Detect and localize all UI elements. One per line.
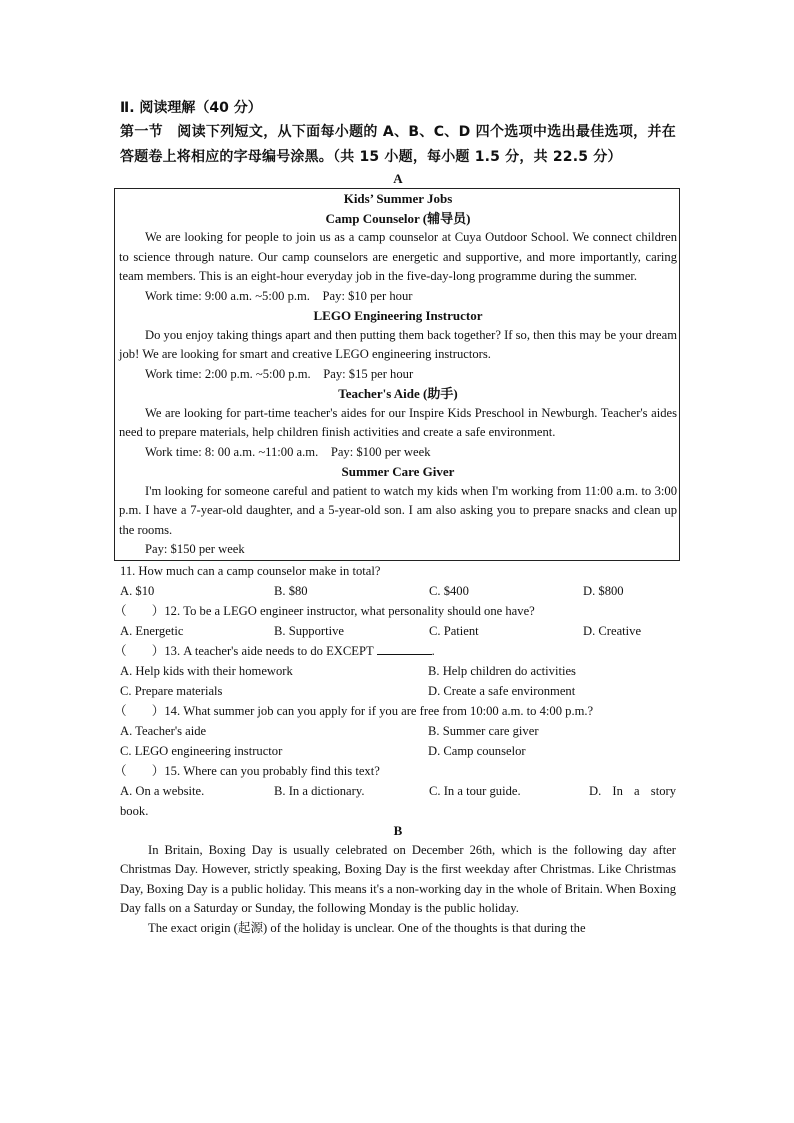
option-c[interactable]: C. Prepare materials [120, 683, 223, 698]
section-instruction: 第一节 阅读下列短文，从下面每小题的 A、B、C、D 四个选项中选出最佳选项，并在答题卷上将相应的字母编号涂黑。（共 15 小题，每小题 1.5 分，共 22.5 分） [120, 124, 676, 165]
passage-a-box [114, 188, 680, 561]
option-b[interactable]: B. In a dictionary. [274, 783, 365, 798]
job-title: LEGO Engineering Instructor [313, 308, 483, 323]
option-d-continued: book. [120, 803, 149, 818]
option-a[interactable]: A. $10 [120, 583, 155, 598]
job-description: I'm looking for someone careful and patient to watch my kids when I'm working from 11:00 a.m. to 3:00 p.m. I have a 7-year-old daughter, and a 5-year-old son. I am also asking you to prepare snacks and clean up the rooms. [119, 483, 677, 537]
passage-b-paragraph: In Britain, Boxing Day is usually celebrated on December 26th, which is the following day after Christmas Day. However, strictly speaking, Boxing Day is the first weekday after Christmas. Like Christmas Day, Boxing Day is a public holiday. This means it's a non-working day in the whole of Britain. When Boxing Day falls on a Saturday or Sunday, the following Monday is the public holiday. [120, 842, 676, 916]
exam-page [114, 96, 677, 938]
question-stem: （ ）15. Where can you probably find this text? [114, 763, 380, 778]
option-b[interactable]: B. Summer care giver [428, 723, 539, 738]
job-lego-instructor [119, 306, 677, 384]
question-15 [114, 761, 676, 821]
job-summer-care-giver [119, 462, 677, 560]
option-c[interactable]: C. $400 [429, 583, 469, 598]
question-12 [114, 601, 676, 641]
job-details: Work time: 9:00 a.m. ~5:00 p.m. Pay: $10 per hour [145, 288, 413, 303]
job-description: Do you enjoy taking things apart and then putting them back together? If so, then this may be your dream job! We are looking for smart and creative LEGO engineering instructors. [119, 327, 677, 361]
option-b[interactable]: B. $80 [274, 583, 308, 598]
question-14 [114, 701, 676, 761]
question-stem: （ ）12. To be a LEGO engineer instructor, what personality should one have? [114, 603, 535, 618]
option-c[interactable]: C. LEGO engineering instructor [120, 743, 283, 758]
question-options [120, 721, 676, 761]
job-description: We are looking for part-time teacher's aides for our Inspire Kids Preschool in Newburgh. Teacher's aides need to prepare materials, help children finish activities and create a safe environment. [119, 405, 677, 439]
question-stem: 11. How much can a camp counselor make in total? [120, 563, 381, 578]
option-d[interactable]: D. Creative [583, 623, 642, 638]
job-title: Camp Counselor (辅导员) [325, 210, 471, 226]
section-title: Ⅱ. 阅读理解（40 分） [120, 100, 262, 116]
option-d[interactable]: D. $800 [583, 583, 624, 598]
passage-b-paragraph: The exact origin (起源) of the holiday is unclear. One of the thoughts is that during the [148, 920, 586, 935]
option-c[interactable]: C. In a tour guide. [429, 783, 521, 798]
option-d[interactable]: D. In a story [589, 783, 676, 798]
question-stem-line [114, 641, 676, 661]
question-options [120, 661, 676, 701]
job-details: Work time: 8: 00 a.m. ~11:00 a.m. Pay: $100 per week [145, 444, 431, 459]
option-a[interactable]: A. On a website. [120, 783, 205, 798]
question-options [120, 781, 676, 801]
question-stem: （ ）13. A teacher's aide needs to do EXCEPT [114, 643, 374, 658]
job-description: We are looking for people to join us as a camp counselor at Cuya Outdoor School. We connect children to science through nature. Our camp counselors are energetic and supportive, and more importantly, caring team members. This is an eight-hour everyday job in the five-day-long programme during the summer. [119, 230, 677, 283]
option-a[interactable]: A. Help kids with their homework [120, 663, 293, 678]
job-teachers-aide [119, 384, 677, 462]
passage-a-label: A [393, 171, 403, 186]
job-camp-counselor [119, 209, 677, 307]
option-c[interactable]: C. Patient [429, 623, 479, 638]
passage-b-label: B [393, 822, 403, 838]
job-details: Pay: $150 per week [145, 542, 245, 556]
passage-b [120, 841, 676, 939]
question-11 [120, 561, 676, 601]
passage-a-title: Kids’ Summer Jobs [343, 191, 453, 206]
option-b[interactable]: B. Help children do activities [428, 663, 576, 678]
question-13 [114, 641, 676, 701]
question-options [120, 621, 676, 641]
question-options [120, 581, 676, 601]
answer-blank [377, 642, 432, 655]
option-a[interactable]: A. Teacher's aide [120, 723, 207, 738]
option-d[interactable]: D. Create a safe environment [428, 683, 576, 698]
job-title: Summer Care Giver [341, 464, 455, 479]
option-d[interactable]: D. Camp counselor [428, 743, 526, 758]
question-stem: （ ）14. What summer job can you apply for if you are free from 10:00 a.m. to 4:00 p.m.? [114, 703, 594, 718]
option-a[interactable]: A. Energetic [120, 623, 184, 638]
option-b[interactable]: B. Supportive [274, 623, 344, 638]
job-title: Teacher's Aide (助手) [338, 386, 458, 401]
job-details: Work time: 2:00 p.m. ~5:00 p.m. Pay: $15 per hour [145, 366, 414, 381]
question-stem-end: . [431, 643, 435, 658]
